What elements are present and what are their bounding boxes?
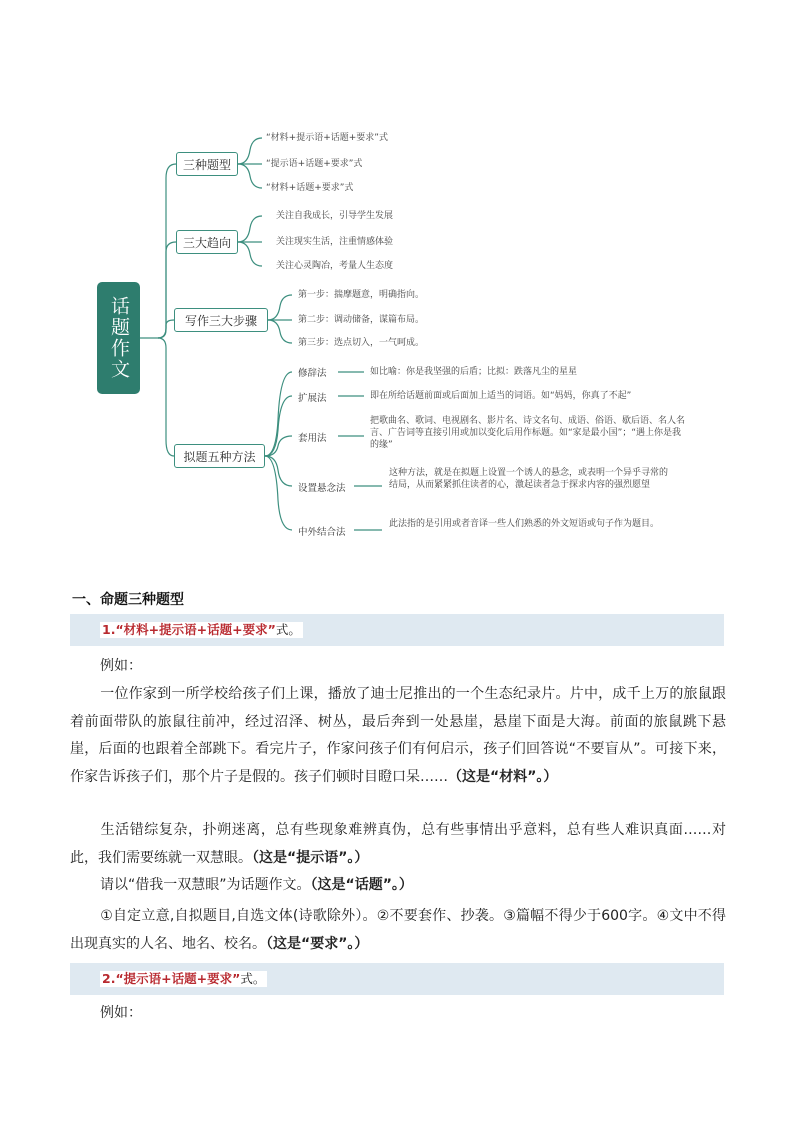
leaf-type-3: “材料+话题+要求”式 xyxy=(266,183,354,193)
branch-trends xyxy=(176,230,238,254)
paragraph-requirements xyxy=(70,903,726,958)
method-desc: 把歌曲名、歌词、电视剧名、影片名、诗文名句、成语、俗语、歇后语、名人名言、广告词等直接引用或加以变化后用作标题。如“家是最小国”；“遇上你是我的缘” xyxy=(370,416,686,450)
branch-question-types xyxy=(176,152,238,176)
branch-writing-steps xyxy=(174,308,268,332)
leaf-trend-3: 关注心灵陶冶，考量人生态度 xyxy=(276,261,394,271)
method-name: 扩展法 xyxy=(298,393,327,404)
example-label-2 xyxy=(70,1000,726,1028)
method-name: 修辞法 xyxy=(298,368,327,379)
method-desc: 如比喻：你是我坚强的后盾；比拟：跌落凡尘的星星 xyxy=(370,367,578,377)
leaf-step-1: 第一步：揣摩题意，明确指向。 xyxy=(298,290,425,300)
paragraph-text: 生活错综复杂，扑朔迷离，总有些现象难辨真伪，总有些事情出乎意料，总有些人难识真面……对此，我们需要练就一双慧眼。 xyxy=(70,822,726,866)
root-label: 话题作文 xyxy=(108,296,130,380)
leaf-trend-1: 关注自我成长，引导学生发展 xyxy=(276,211,394,221)
example-label-1 xyxy=(70,653,726,681)
item-title-band-2 xyxy=(70,963,724,995)
mind-map xyxy=(0,0,794,560)
method-desc: 这种方法，就是在拟题上设置一个诱人的悬念，或表明一个异乎寻常的结局，从而紧紧抓住读者的心，激起读者急于探求内容的强烈愿望 xyxy=(389,468,669,490)
paragraph-note: （这是“要求”。） xyxy=(266,935,369,952)
leaf-step-3: 第三步：选点切入，一气呵成。 xyxy=(298,338,425,348)
paragraph-note: （这是“材料”。） xyxy=(448,768,558,785)
paragraph-text: 请以“借我一双慧眼”为话题作文。 xyxy=(100,877,311,893)
paragraph-topic xyxy=(70,872,726,900)
leaf-type-1: “材料+提示语+话题+要求”式 xyxy=(266,133,388,143)
branch-label: 三种题型 xyxy=(182,157,231,172)
paragraph-text: 一位作家到一所学校给孩子们上课，播放了迪士尼推出的一个生态纪录片。片中，成千上万的旅鼠跟着前面带队的旅鼠往前冲，经过沼泽、树丛，最后奔到一处悬崖，悬崖下面是大海。前面的旅鼠跳下悬崖，后面的也跟着全部跳下。看完片子，作家问孩子们有何启示，孩子们回答说“不要盲从”。可接下来，作家告诉孩子们，那个片子是假的。孩子们顿时目瞪口呆…… xyxy=(70,686,726,785)
example-label-text: 例如： xyxy=(100,658,142,674)
branch-title-methods xyxy=(174,444,265,468)
branch-label: 拟题五种方法 xyxy=(183,449,256,464)
title-red: 1.“材料+提示语+话题+要求” xyxy=(102,622,276,637)
example-label-text: 例如： xyxy=(100,1005,142,1021)
method-desc: 此法指的是引用或者音译一些人们熟悉的外文短语或句子作为题目。 xyxy=(389,519,660,529)
title-red: 2.“提示语+话题+要求” xyxy=(102,971,241,986)
leaf-type-2: “提示语+话题+要求”式 xyxy=(266,159,363,169)
branch-label: 写作三大步骤 xyxy=(184,313,257,328)
method-name: 套用法 xyxy=(298,433,327,444)
paragraph-note: （这是“话题”。） xyxy=(310,877,413,893)
paragraph-text: ①自定立意,自拟题目,自选文体(诗歌除外）。②不要套作、抄袭。③篇幅不得少于600字。④文中不得出现真实的人名、地名、校名。 xyxy=(70,908,726,952)
method-name: 中外结合法 xyxy=(298,527,346,538)
item-title-2 xyxy=(100,971,267,987)
branch-label: 三大趋向 xyxy=(182,235,231,250)
method-desc: 即在所给话题前面或后面加上适当的词语。如“妈妈，你真了不起” xyxy=(370,391,632,401)
method-name: 设置悬念法 xyxy=(298,483,346,494)
mind-map-root xyxy=(97,282,140,394)
leaf-trend-2: 关注现实生活，注重情感体验 xyxy=(276,237,394,247)
leaf-step-2: 第二步：调动储备，谋篇布局。 xyxy=(298,315,425,325)
title-black: 式。 xyxy=(240,971,266,986)
paragraph-note: （这是“提示语”。） xyxy=(252,849,369,866)
paragraph-prompt xyxy=(70,817,726,872)
item-title-band-1 xyxy=(70,614,724,646)
paragraph-material xyxy=(70,681,726,791)
section-heading: 一、命题三种题型 xyxy=(72,592,184,608)
title-black: 式。 xyxy=(275,622,301,637)
item-title-1 xyxy=(100,622,303,638)
